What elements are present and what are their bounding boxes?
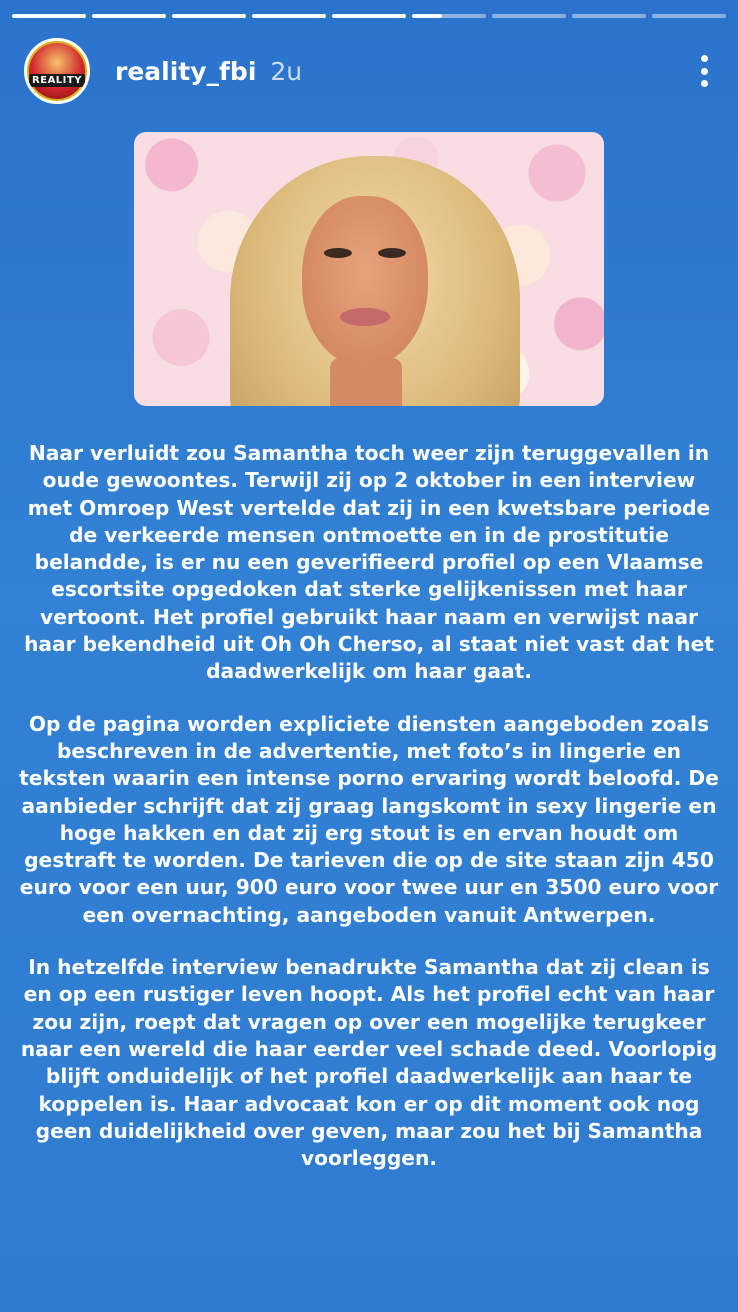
progress-segment bbox=[92, 14, 166, 18]
photo-face bbox=[302, 196, 428, 366]
progress-segment bbox=[652, 14, 726, 18]
story-progress-bar bbox=[12, 14, 726, 18]
progress-segment bbox=[252, 14, 326, 18]
avatar-logo-text: REALITY bbox=[29, 74, 85, 87]
more-vertical-icon[interactable] bbox=[694, 51, 714, 91]
progress-segment bbox=[172, 14, 246, 18]
story-header bbox=[24, 38, 714, 104]
progress-segment-current bbox=[412, 14, 486, 18]
username[interactable]: reality_fbi bbox=[115, 56, 257, 86]
progress-segment bbox=[12, 14, 86, 18]
story-paragraph-3: In hetzelfde interview benadrukte Samantha dat zij clean is en op een rustiger leven hoopt. Als het profiel echt van haar zou zijn, roept dat vragen op over een mogelijke terugkeer naar een wereld die haar eerder veel schade deed. Voorlopig blijft onduidelijk of het profiel daadwerkelijk aan haar te koppelen is. Haar advocaat kon er op dit moment ook nog geen duidelijkheid over geven, maar zou het bij Samantha voorleggen. bbox=[20, 955, 718, 1171]
story-paragraph-1: Naar verluidt zou Samantha toch weer zijn teruggevallen in oude gewoontes. Terwijl zij op 2 oktober in een interview met Omroep West vertelde dat zij in een kwetsbare periode de verkeerde mensen ontmoette en in de prostitutie belandde, is er nu een geverifieerd profiel op een Vlaamse escortsite opgedoken dat sterke gelijkenissen met haar vertoont. Het profiel gebruikt haar naam en verwijst naar haar bekendheid uit Oh Oh Cherso, al staat niet vast dat het daadwerkelijk om haar gaat. bbox=[24, 441, 714, 684]
story-paragraph-2: Op de pagina worden expliciete diensten aangeboden zoals beschreven in de advertentie, met foto’s in lingerie en teksten waarin een intense porno ervaring wordt beloofd. De aanbieder schrijft dat zij graag langskomt in sexy lingerie en hoge hakken en dat zij erg stout is en ervan houdt om gestraft te worden. De tarieven die op de site staan zijn 450 euro voor een uur, 900 euro voor twee uur en 3500 euro voor een overnachting, aangeboden vanuit Antwerpen. bbox=[19, 711, 719, 927]
story-text bbox=[18, 440, 720, 1197]
progress-segment bbox=[572, 14, 646, 18]
avatar-logo-image bbox=[29, 43, 85, 99]
progress-segment bbox=[332, 14, 406, 18]
story-photo bbox=[134, 132, 604, 406]
post-time: 2u bbox=[270, 56, 303, 86]
progress-segment bbox=[492, 14, 566, 18]
avatar[interactable] bbox=[24, 38, 90, 104]
